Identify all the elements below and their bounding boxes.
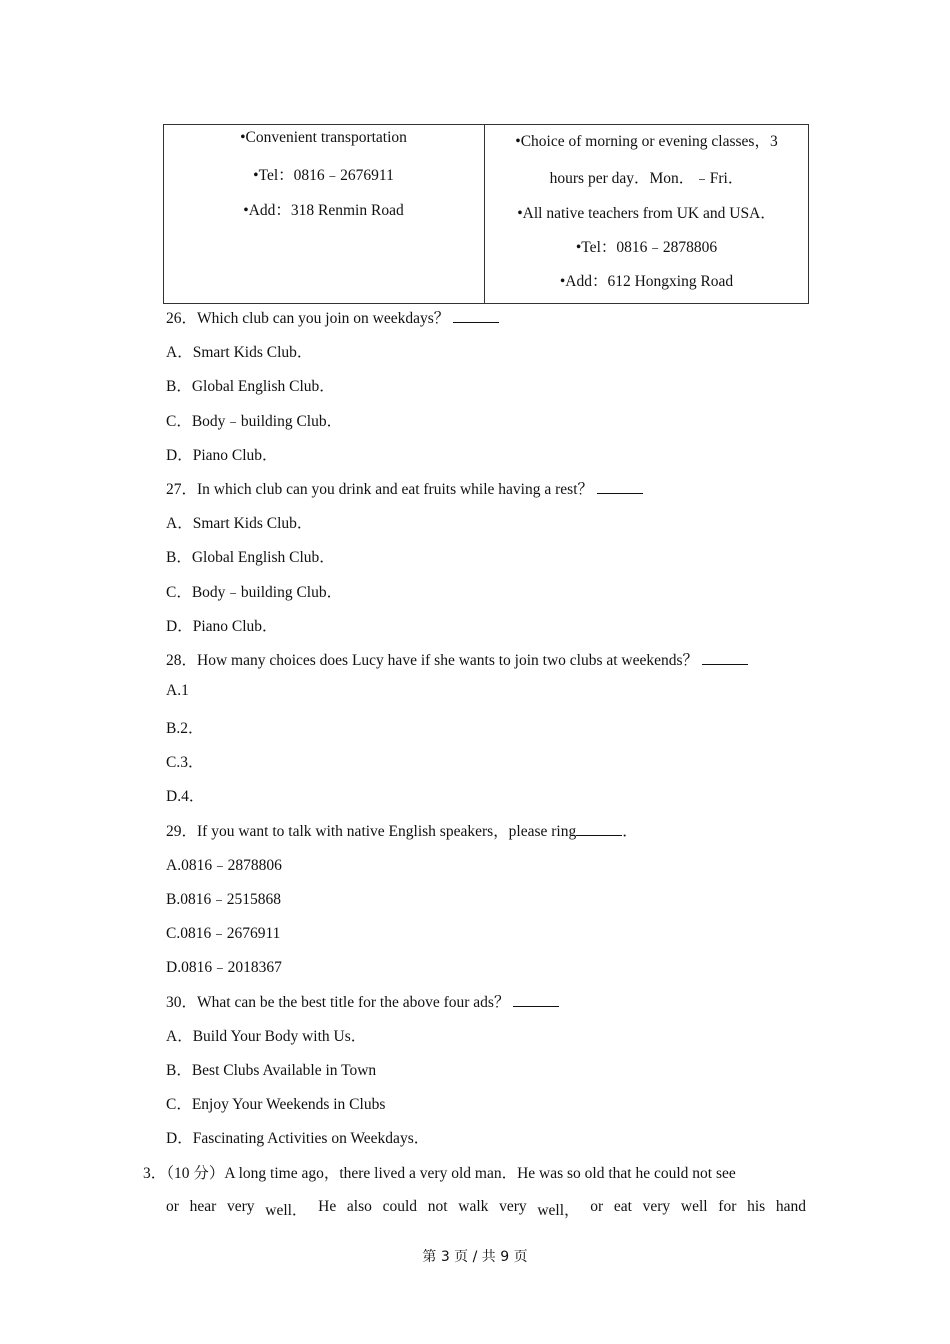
page-footer: 第 3 页 / 共 9 页	[422, 1249, 528, 1265]
option: B.2．	[166, 720, 204, 737]
ad-right-line-1: •Choice of morning or evening classes，3	[515, 133, 778, 150]
word: or	[166, 1198, 179, 1215]
word: hear	[189, 1198, 217, 1215]
word: well	[680, 1198, 708, 1215]
answer-blank[interactable]	[576, 834, 622, 836]
option: B.0816﹣2515868	[166, 891, 281, 908]
option: B．Global English Club．	[166, 549, 335, 566]
ad-right-line-4: •Tel：0816﹣2878806	[575, 239, 718, 256]
word: hand	[775, 1198, 806, 1215]
question-stem: 28．How many choices does Lucy have if she wants to join two clubs at weekends？	[166, 648, 748, 670]
option: C．Body﹣building Club．	[166, 413, 343, 430]
ad-right-line-3: •All native teachers from UK and USA．	[517, 205, 776, 222]
option: C.0816﹣2676911	[166, 925, 281, 942]
ad-left-line-3: •Add：318 Renmin Road	[243, 202, 404, 219]
option: D．Fascinating Activities on Weekdays．	[166, 1130, 430, 1147]
word: very	[227, 1198, 255, 1215]
question-stem: 26．Which club can you join on weekdays？	[166, 306, 499, 328]
question-stem: 30．What can be the best title for the above four ads？	[166, 990, 559, 1012]
section-3-line-2	[166, 1198, 806, 1220]
option: B．Global English Club．	[166, 378, 335, 395]
answer-blank[interactable]	[702, 663, 748, 665]
option: A.0816﹣2878806	[166, 857, 282, 874]
option: A．Build Your Body with Us．	[166, 1028, 367, 1045]
word: eat	[613, 1198, 632, 1215]
word: also	[346, 1198, 372, 1215]
word: very	[642, 1198, 671, 1215]
option: A.1	[166, 682, 189, 699]
word: his	[747, 1198, 766, 1215]
option: A．Smart Kids Club．	[166, 515, 313, 532]
ad-right-line-5: •Add：612 Hongxing Road	[559, 273, 734, 290]
option: A．Smart Kids Club．	[166, 344, 313, 361]
word: well，	[537, 1202, 580, 1219]
word: could	[382, 1198, 418, 1215]
answer-blank[interactable]	[513, 1005, 559, 1007]
option: B．Best Clubs Available in Town	[166, 1062, 377, 1079]
option: D．Piano Club．	[166, 618, 278, 635]
word: not	[427, 1198, 448, 1215]
word: very	[499, 1198, 527, 1215]
option: C.3．	[166, 754, 204, 771]
ad-left-line-1: •Convenient transportation	[240, 129, 407, 146]
ad-left-line-2: •Tel：0816﹣2676911	[253, 167, 394, 184]
question-stem: 27．In which club can you drink and eat fruits while having a rest？	[166, 477, 643, 499]
ad-right-line-2: hours per day．Mon．﹣Fri．	[549, 170, 744, 187]
word: or	[590, 1198, 604, 1215]
question-stem: 29．If you want to talk with native English speakers，please ring ．	[166, 823, 638, 840]
word: walk	[458, 1198, 489, 1215]
option: D.0816﹣2018367	[166, 959, 282, 976]
answer-blank[interactable]	[453, 321, 499, 323]
option: D．Piano Club．	[166, 447, 278, 464]
section-3-line-1: 3．（10 分）A long time ago，there lived a very old man．He was so old that he could not see	[143, 1165, 736, 1182]
word: well．	[265, 1202, 308, 1219]
word: He	[318, 1198, 337, 1215]
option: C．Body﹣building Club．	[166, 584, 343, 601]
word: for	[718, 1198, 737, 1215]
answer-blank[interactable]	[597, 492, 643, 494]
option: C．Enjoy Your Weekends in Clubs	[166, 1096, 386, 1113]
option: D.4．	[166, 788, 205, 805]
